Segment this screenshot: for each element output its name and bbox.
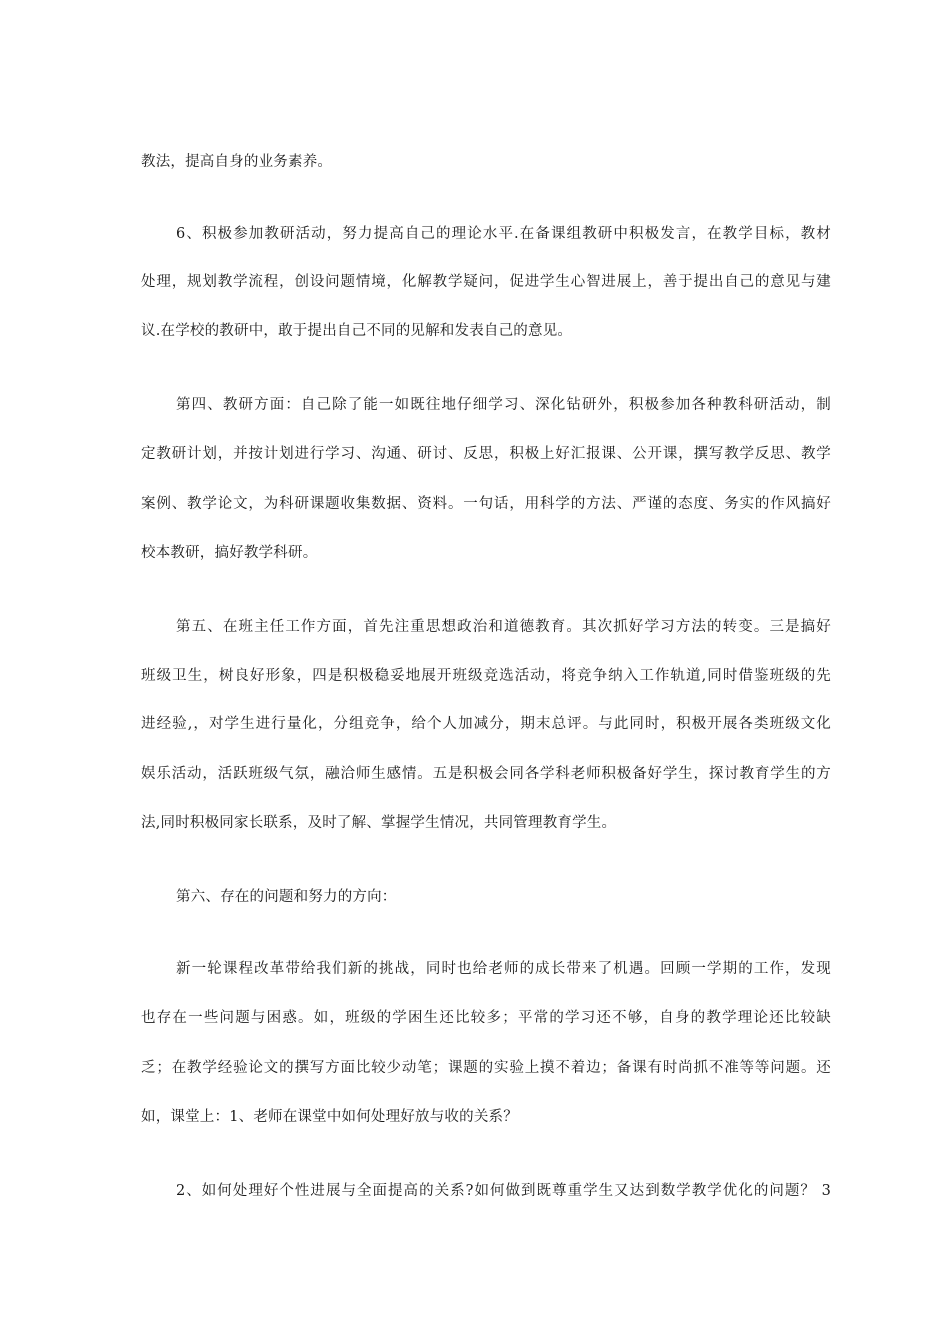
- text-line: 教法，提高自身的业务素养。: [141, 154, 333, 170]
- text-line: 议.在学校的教研中，敢于提出自己不同的见解和发表自己的意见。: [141, 323, 573, 339]
- text-line: 6、积极参加教研活动，努力提高自己的理论水平.在备课组教研中积极发言，在教学目标，教材: [176, 226, 831, 242]
- text-line: 也存在一些问题与困惑。如，班级的学困生还比较多；平常的学习还不够，自身的教学理论还比较缺: [141, 1010, 831, 1026]
- text-line: 如，课堂上：1、老师在课堂中如何处理好放与收的关系？: [141, 1109, 518, 1125]
- text-line: 乏；在教学经验论文的撰写方面比较少动笔；课题的实验上摸不着边；备课有时尚抓不准等等问题。还: [141, 1060, 831, 1076]
- text-line: 新一轮课程改革带给我们新的挑战，同时也给老师的成长带来了机遇。回顾一学期的工作，发现: [176, 961, 831, 977]
- text-line: 处理，规划教学流程，创设问题情境，化解教学疑问，促进学生心智进展上，善于提出自己的意见与建: [141, 274, 831, 290]
- text-line: 进经验,，对学生进行量化，分组竞争，给个人加减分，期末总评。与此同时，积极开展各类班级文化: [141, 716, 831, 732]
- text-line: 娱乐活动，活跃班级气氛，融洽师生感情。五是积极会同各学科老师积极备好学生，探讨教育学生的方: [141, 766, 831, 782]
- text-line: 第六、存在的问题和努力的方向：: [176, 889, 397, 905]
- text-line: 案例、教学论文，为科研课题收集数据、资料。一句话，用科学的方法、严谨的态度、务实的作风搞好: [141, 496, 831, 512]
- text-line: 定教研计划，并按计划进行学习、沟通、研讨、反思，积极上好汇报课、公开课，撰写教学反思、教学: [141, 446, 831, 462]
- text-line: 班级卫生，树良好形象，四是积极稳妥地展开班级竞选活动，将竞争纳入工作轨道,同时借鉴班级的先: [141, 668, 831, 684]
- text-line: 法,同时积极同家长联系，及时了解、掌握学生情况，共同管理教育学生。: [141, 815, 617, 831]
- text-line: 第五、在班主任工作方面，首先注重思想政治和道德教育。其次抓好学习方法的转变。三是搞好: [176, 619, 831, 635]
- text-line: 第四、教研方面：自己除了能一如既往地仔细学习、深化钻研外，积极参加各种教科研活动，制: [176, 397, 831, 413]
- text-line: 2、如何处理好个性进展与全面提高的关系?如何做到既尊重学生又达到数学教学优化的问题？ 3: [176, 1183, 831, 1199]
- text-line: 校本教研，搞好教学科研。: [141, 545, 318, 561]
